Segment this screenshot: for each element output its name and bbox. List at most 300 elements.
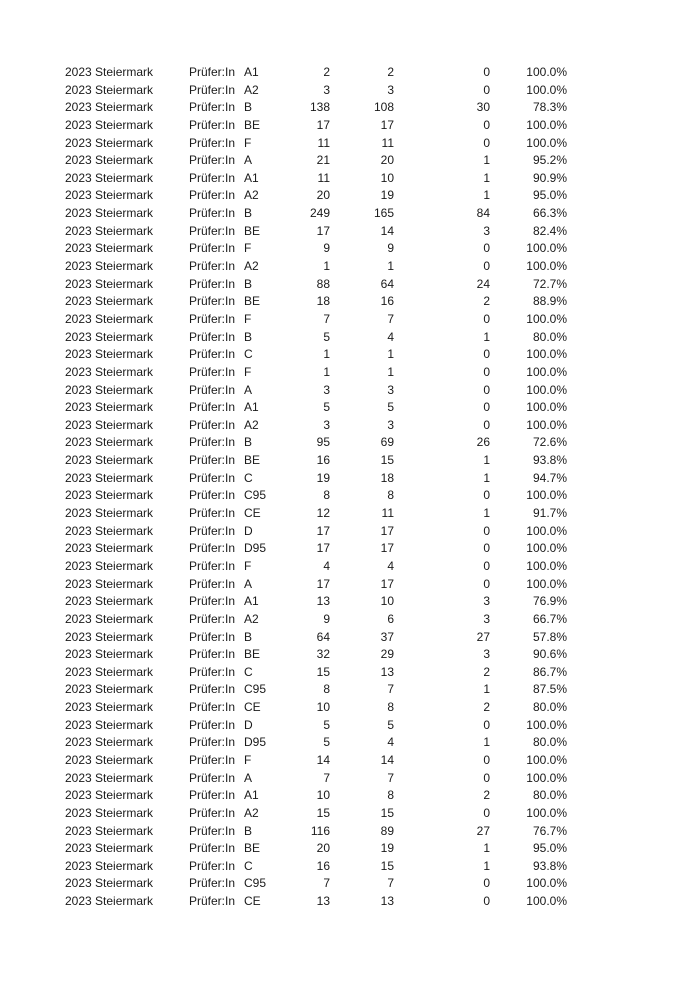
role-cell: Prüfer:In bbox=[189, 347, 236, 362]
total-cell: 16 bbox=[316, 453, 330, 468]
passed-cell: 14 bbox=[380, 223, 394, 238]
class-cell: F bbox=[244, 241, 252, 256]
role-cell: Prüfer:In bbox=[189, 223, 236, 238]
total-cell: 95 bbox=[316, 435, 330, 450]
failed-cell: 1 bbox=[483, 153, 490, 168]
year-region-cell: 2023 Steiermark bbox=[65, 259, 154, 274]
rate-cell: 100.0% bbox=[526, 135, 567, 150]
failed-cell: 0 bbox=[483, 82, 490, 97]
total-cell: 17 bbox=[316, 117, 330, 132]
role-cell: Prüfer:In bbox=[189, 435, 236, 450]
year-region-cell: 2023 Steiermark bbox=[65, 435, 154, 450]
total-cell: 32 bbox=[316, 647, 330, 662]
class-cell: F bbox=[244, 135, 252, 150]
class-cell: CE bbox=[244, 894, 261, 909]
class-cell: A1 bbox=[244, 594, 259, 609]
role-cell: Prüfer:In bbox=[189, 170, 236, 185]
role-cell: Prüfer:In bbox=[189, 788, 236, 803]
year-region-cell: 2023 Steiermark bbox=[65, 188, 154, 203]
rate-cell: 100.0% bbox=[526, 894, 567, 909]
failed-cell: 0 bbox=[483, 805, 490, 820]
failed-cell: 0 bbox=[483, 752, 490, 767]
total-cell: 10 bbox=[316, 700, 330, 715]
table-row bbox=[0, 593, 700, 611]
passed-cell: 3 bbox=[387, 82, 394, 97]
role-cell: Prüfer:In bbox=[189, 329, 236, 344]
role-cell: Prüfer:In bbox=[189, 752, 236, 767]
table-row bbox=[0, 258, 700, 276]
role-cell: Prüfer:In bbox=[189, 805, 236, 820]
passed-cell: 19 bbox=[380, 841, 394, 856]
class-cell: A1 bbox=[244, 400, 259, 415]
role-cell: Prüfer:In bbox=[189, 453, 236, 468]
failed-cell: 1 bbox=[483, 329, 490, 344]
rate-cell: 100.0% bbox=[526, 311, 567, 326]
role-cell: Prüfer:In bbox=[189, 841, 236, 856]
role-cell: Prüfer:In bbox=[189, 894, 236, 909]
class-cell: A bbox=[244, 576, 253, 591]
table-row bbox=[0, 452, 700, 470]
passed-cell: 9 bbox=[387, 241, 394, 256]
total-cell: 7 bbox=[323, 770, 330, 785]
total-cell: 19 bbox=[316, 470, 330, 485]
passed-cell: 108 bbox=[373, 100, 394, 115]
class-cell: A2 bbox=[244, 611, 259, 626]
year-region-cell: 2023 Steiermark bbox=[65, 876, 154, 891]
passed-cell: 89 bbox=[380, 823, 394, 838]
role-cell: Prüfer:In bbox=[189, 82, 236, 97]
total-cell: 13 bbox=[316, 894, 330, 909]
role-cell: Prüfer:In bbox=[189, 700, 236, 715]
failed-cell: 26 bbox=[476, 435, 490, 450]
failed-cell: 0 bbox=[483, 259, 490, 274]
rate-cell: 100.0% bbox=[526, 382, 567, 397]
rate-cell: 72.6% bbox=[532, 435, 567, 450]
table-row bbox=[0, 664, 700, 682]
table-row bbox=[0, 417, 700, 435]
failed-cell: 2 bbox=[483, 294, 490, 309]
table-row bbox=[0, 311, 700, 329]
table-row bbox=[0, 346, 700, 364]
role-cell: Prüfer:In bbox=[189, 488, 236, 503]
failed-cell: 1 bbox=[483, 170, 490, 185]
class-cell: A bbox=[244, 770, 253, 785]
role-cell: Prüfer:In bbox=[189, 153, 236, 168]
rate-cell: 82.4% bbox=[532, 223, 567, 238]
failed-cell: 24 bbox=[476, 276, 490, 291]
rate-cell: 100.0% bbox=[526, 576, 567, 591]
table-row bbox=[0, 152, 700, 170]
failed-cell: 27 bbox=[476, 823, 490, 838]
total-cell: 1 bbox=[323, 259, 330, 274]
role-cell: Prüfer:In bbox=[189, 664, 236, 679]
total-cell: 21 bbox=[316, 153, 330, 168]
total-cell: 7 bbox=[323, 876, 330, 891]
rate-cell: 100.0% bbox=[526, 364, 567, 379]
passed-cell: 64 bbox=[380, 276, 394, 291]
role-cell: Prüfer:In bbox=[189, 135, 236, 150]
failed-cell: 0 bbox=[483, 364, 490, 379]
rate-cell: 72.7% bbox=[532, 276, 567, 291]
table-row bbox=[0, 875, 700, 893]
rate-cell: 80.0% bbox=[532, 788, 567, 803]
table-row bbox=[0, 823, 700, 841]
failed-cell: 0 bbox=[483, 488, 490, 503]
year-region-cell: 2023 Steiermark bbox=[65, 400, 154, 415]
failed-cell: 0 bbox=[483, 558, 490, 573]
rate-cell: 76.9% bbox=[532, 594, 567, 609]
class-cell: BE bbox=[244, 453, 261, 468]
failed-cell: 27 bbox=[476, 629, 490, 644]
table-row bbox=[0, 505, 700, 523]
rate-cell: 100.0% bbox=[526, 752, 567, 767]
passed-cell: 17 bbox=[380, 541, 394, 556]
table-row bbox=[0, 893, 700, 911]
total-cell: 10 bbox=[316, 788, 330, 803]
total-cell: 17 bbox=[316, 523, 330, 538]
rate-cell: 66.3% bbox=[532, 206, 567, 221]
role-cell: Prüfer:In bbox=[189, 65, 236, 79]
total-cell: 4 bbox=[323, 558, 330, 573]
year-region-cell: 2023 Steiermark bbox=[65, 717, 154, 732]
year-region-cell: 2023 Steiermark bbox=[65, 735, 154, 750]
table-row bbox=[0, 629, 700, 647]
failed-cell: 84 bbox=[476, 206, 490, 221]
table-row bbox=[0, 64, 700, 82]
table-row bbox=[0, 187, 700, 205]
table-row bbox=[0, 293, 700, 311]
class-cell: B bbox=[244, 435, 253, 450]
role-cell: Prüfer:In bbox=[189, 506, 236, 521]
table-row bbox=[0, 382, 700, 400]
rate-cell: 100.0% bbox=[526, 876, 567, 891]
class-cell: A2 bbox=[244, 82, 259, 97]
year-region-cell: 2023 Steiermark bbox=[65, 841, 154, 856]
total-cell: 138 bbox=[309, 100, 330, 115]
failed-cell: 0 bbox=[483, 894, 490, 909]
table-row bbox=[0, 135, 700, 153]
failed-cell: 0 bbox=[483, 876, 490, 891]
class-cell: C bbox=[244, 858, 253, 873]
total-cell: 15 bbox=[316, 805, 330, 820]
passed-cell: 5 bbox=[387, 717, 394, 732]
rate-cell: 100.0% bbox=[526, 400, 567, 415]
passed-cell: 4 bbox=[387, 329, 394, 344]
rate-cell: 80.0% bbox=[532, 735, 567, 750]
year-region-cell: 2023 Steiermark bbox=[65, 223, 154, 238]
passed-cell: 8 bbox=[387, 788, 394, 803]
passed-cell: 1 bbox=[387, 364, 394, 379]
rate-cell: 95.0% bbox=[532, 841, 567, 856]
year-region-cell: 2023 Steiermark bbox=[65, 241, 154, 256]
total-cell: 8 bbox=[323, 682, 330, 697]
role-cell: Prüfer:In bbox=[189, 541, 236, 556]
year-region-cell: 2023 Steiermark bbox=[65, 453, 154, 468]
failed-cell: 1 bbox=[483, 470, 490, 485]
rate-cell: 90.6% bbox=[532, 647, 567, 662]
rate-cell: 100.0% bbox=[526, 717, 567, 732]
class-cell: BE bbox=[244, 223, 261, 238]
table-row bbox=[0, 770, 700, 788]
failed-cell: 0 bbox=[483, 117, 490, 132]
passed-cell: 4 bbox=[387, 735, 394, 750]
class-cell: B bbox=[244, 629, 253, 644]
year-region-cell: 2023 Steiermark bbox=[65, 576, 154, 591]
passed-cell: 17 bbox=[380, 576, 394, 591]
role-cell: Prüfer:In bbox=[189, 876, 236, 891]
rate-cell: 100.0% bbox=[526, 523, 567, 538]
table-row bbox=[0, 82, 700, 100]
rate-cell: 80.0% bbox=[532, 700, 567, 715]
table-row bbox=[0, 276, 700, 294]
class-cell: BE bbox=[244, 647, 261, 662]
failed-cell: 0 bbox=[483, 541, 490, 556]
year-region-cell: 2023 Steiermark bbox=[65, 311, 154, 326]
failed-cell: 0 bbox=[483, 65, 490, 79]
passed-cell: 69 bbox=[380, 435, 394, 450]
passed-cell: 14 bbox=[380, 752, 394, 767]
table-row bbox=[0, 329, 700, 347]
failed-cell: 2 bbox=[483, 664, 490, 679]
role-cell: Prüfer:In bbox=[189, 417, 236, 432]
failed-cell: 30 bbox=[476, 100, 490, 115]
class-cell: B bbox=[244, 823, 253, 838]
year-region-cell: 2023 Steiermark bbox=[65, 894, 154, 909]
rate-cell: 87.5% bbox=[532, 682, 567, 697]
table-row bbox=[0, 470, 700, 488]
table-row bbox=[0, 787, 700, 805]
class-cell: BE bbox=[244, 841, 261, 856]
role-cell: Prüfer:In bbox=[189, 823, 236, 838]
role-cell: Prüfer:In bbox=[189, 117, 236, 132]
role-cell: Prüfer:In bbox=[189, 364, 236, 379]
class-cell: B bbox=[244, 329, 253, 344]
table-row bbox=[0, 523, 700, 541]
total-cell: 3 bbox=[323, 82, 330, 97]
passed-cell: 10 bbox=[380, 170, 394, 185]
role-cell: Prüfer:In bbox=[189, 188, 236, 203]
year-region-cell: 2023 Steiermark bbox=[65, 700, 154, 715]
class-cell: C bbox=[244, 470, 253, 485]
passed-cell: 13 bbox=[380, 894, 394, 909]
year-region-cell: 2023 Steiermark bbox=[65, 470, 154, 485]
role-cell: Prüfer:In bbox=[189, 523, 236, 538]
total-cell: 13 bbox=[316, 594, 330, 609]
class-cell: F bbox=[244, 558, 252, 573]
year-region-cell: 2023 Steiermark bbox=[65, 682, 154, 697]
failed-cell: 1 bbox=[483, 682, 490, 697]
passed-cell: 7 bbox=[387, 311, 394, 326]
rate-cell: 100.0% bbox=[526, 117, 567, 132]
failed-cell: 0 bbox=[483, 717, 490, 732]
table-row bbox=[0, 205, 700, 223]
year-region-cell: 2023 Steiermark bbox=[65, 100, 154, 115]
class-cell: D95 bbox=[244, 541, 267, 556]
passed-cell: 15 bbox=[380, 858, 394, 873]
class-cell: F bbox=[244, 364, 252, 379]
year-region-cell: 2023 Steiermark bbox=[65, 523, 154, 538]
failed-cell: 0 bbox=[483, 417, 490, 432]
rate-cell: 90.9% bbox=[532, 170, 567, 185]
failed-cell: 2 bbox=[483, 700, 490, 715]
role-cell: Prüfer:In bbox=[189, 470, 236, 485]
year-region-cell: 2023 Steiermark bbox=[65, 752, 154, 767]
passed-cell: 19 bbox=[380, 188, 394, 203]
failed-cell: 0 bbox=[483, 576, 490, 591]
failed-cell: 1 bbox=[483, 858, 490, 873]
failed-cell: 3 bbox=[483, 594, 490, 609]
table-row bbox=[0, 170, 700, 188]
failed-cell: 1 bbox=[483, 188, 490, 203]
passed-cell: 11 bbox=[381, 135, 394, 150]
year-region-cell: 2023 Steiermark bbox=[65, 170, 154, 185]
table-row bbox=[0, 223, 700, 241]
total-cell: 18 bbox=[316, 294, 330, 309]
passed-cell: 17 bbox=[380, 117, 394, 132]
role-cell: Prüfer:In bbox=[189, 858, 236, 873]
year-region-cell: 2023 Steiermark bbox=[65, 382, 154, 397]
rate-cell: 78.3% bbox=[532, 100, 567, 115]
class-cell: D bbox=[244, 717, 253, 732]
rate-cell: 100.0% bbox=[526, 65, 567, 79]
rate-cell: 86.7% bbox=[532, 664, 567, 679]
role-cell: Prüfer:In bbox=[189, 558, 236, 573]
role-cell: Prüfer:In bbox=[189, 259, 236, 274]
role-cell: Prüfer:In bbox=[189, 311, 236, 326]
failed-cell: 0 bbox=[483, 523, 490, 538]
table-row bbox=[0, 752, 700, 770]
table-row bbox=[0, 858, 700, 876]
class-cell: CE bbox=[244, 700, 261, 715]
total-cell: 3 bbox=[323, 417, 330, 432]
passed-cell: 16 bbox=[380, 294, 394, 309]
class-cell: F bbox=[244, 311, 252, 326]
year-region-cell: 2023 Steiermark bbox=[65, 664, 154, 679]
year-region-cell: 2023 Steiermark bbox=[65, 206, 154, 221]
passed-cell: 15 bbox=[380, 453, 394, 468]
rate-cell: 66.7% bbox=[532, 611, 567, 626]
rate-cell: 100.0% bbox=[526, 259, 567, 274]
passed-cell: 1 bbox=[387, 259, 394, 274]
failed-cell: 0 bbox=[483, 382, 490, 397]
table-row bbox=[0, 364, 700, 382]
passed-cell: 7 bbox=[387, 770, 394, 785]
year-region-cell: 2023 Steiermark bbox=[65, 117, 154, 132]
passed-cell: 18 bbox=[380, 470, 394, 485]
role-cell: Prüfer:In bbox=[189, 594, 236, 609]
role-cell: Prüfer:In bbox=[189, 611, 236, 626]
role-cell: Prüfer:In bbox=[189, 682, 236, 697]
year-region-cell: 2023 Steiermark bbox=[65, 276, 154, 291]
year-region-cell: 2023 Steiermark bbox=[65, 594, 154, 609]
class-cell: A2 bbox=[244, 805, 259, 820]
rate-cell: 100.0% bbox=[526, 541, 567, 556]
role-cell: Prüfer:In bbox=[189, 770, 236, 785]
failed-cell: 1 bbox=[483, 453, 490, 468]
role-cell: Prüfer:In bbox=[189, 382, 236, 397]
passed-cell: 10 bbox=[380, 594, 394, 609]
year-region-cell: 2023 Steiermark bbox=[65, 558, 154, 573]
total-cell: 116 bbox=[310, 823, 330, 838]
passed-cell: 3 bbox=[387, 417, 394, 432]
year-region-cell: 2023 Steiermark bbox=[65, 770, 154, 785]
role-cell: Prüfer:In bbox=[189, 241, 236, 256]
year-region-cell: 2023 Steiermark bbox=[65, 805, 154, 820]
total-cell: 5 bbox=[323, 735, 330, 750]
passed-cell: 165 bbox=[373, 206, 394, 221]
rate-cell: 93.8% bbox=[532, 858, 567, 873]
class-cell: B bbox=[244, 206, 253, 221]
failed-cell: 0 bbox=[483, 770, 490, 785]
year-region-cell: 2023 Steiermark bbox=[65, 417, 154, 432]
role-cell: Prüfer:In bbox=[189, 100, 236, 115]
role-cell: Prüfer:In bbox=[189, 717, 236, 732]
failed-cell: 0 bbox=[483, 400, 490, 415]
year-region-cell: 2023 Steiermark bbox=[65, 364, 154, 379]
total-cell: 2 bbox=[323, 65, 330, 79]
failed-cell: 1 bbox=[483, 841, 490, 856]
total-cell: 5 bbox=[323, 329, 330, 344]
table-row bbox=[0, 646, 700, 664]
role-cell: Prüfer:In bbox=[189, 647, 236, 662]
failed-cell: 0 bbox=[483, 311, 490, 326]
passed-cell: 13 bbox=[380, 664, 394, 679]
year-region-cell: 2023 Steiermark bbox=[65, 135, 154, 150]
total-cell: 3 bbox=[323, 382, 330, 397]
rate-cell: 95.0% bbox=[532, 188, 567, 203]
table-row bbox=[0, 434, 700, 452]
rate-cell: 100.0% bbox=[526, 805, 567, 820]
total-cell: 9 bbox=[323, 611, 330, 626]
class-cell: A bbox=[244, 382, 253, 397]
year-region-cell: 2023 Steiermark bbox=[65, 82, 154, 97]
class-cell: C95 bbox=[244, 682, 267, 697]
table-row bbox=[0, 117, 700, 135]
failed-cell: 1 bbox=[483, 735, 490, 750]
role-cell: Prüfer:In bbox=[189, 400, 236, 415]
table-row bbox=[0, 840, 700, 858]
failed-cell: 1 bbox=[483, 506, 490, 521]
class-cell: BE bbox=[244, 294, 261, 309]
total-cell: 64 bbox=[316, 629, 330, 644]
table-row bbox=[0, 99, 700, 117]
class-cell: A2 bbox=[244, 417, 259, 432]
year-region-cell: 2023 Steiermark bbox=[65, 788, 154, 803]
table-row bbox=[0, 681, 700, 699]
failed-cell: 3 bbox=[483, 611, 490, 626]
total-cell: 1 bbox=[323, 364, 330, 379]
rate-cell: 100.0% bbox=[526, 417, 567, 432]
class-cell: F bbox=[244, 752, 252, 767]
table-row bbox=[0, 717, 700, 735]
year-region-cell: 2023 Steiermark bbox=[65, 65, 154, 79]
class-cell: A1 bbox=[244, 170, 259, 185]
table-row bbox=[0, 399, 700, 417]
passed-cell: 6 bbox=[387, 611, 394, 626]
rate-cell: 100.0% bbox=[526, 558, 567, 573]
rate-cell: 93.8% bbox=[532, 453, 567, 468]
class-cell: D95 bbox=[244, 735, 267, 750]
total-cell: 5 bbox=[323, 717, 330, 732]
failed-cell: 3 bbox=[483, 647, 490, 662]
role-cell: Prüfer:In bbox=[189, 294, 236, 309]
year-region-cell: 2023 Steiermark bbox=[65, 611, 154, 626]
class-cell: BE bbox=[244, 117, 261, 132]
passed-cell: 7 bbox=[387, 682, 394, 697]
rate-cell: 80.0% bbox=[532, 329, 567, 344]
class-cell: C95 bbox=[244, 488, 267, 503]
year-region-cell: 2023 Steiermark bbox=[65, 541, 154, 556]
